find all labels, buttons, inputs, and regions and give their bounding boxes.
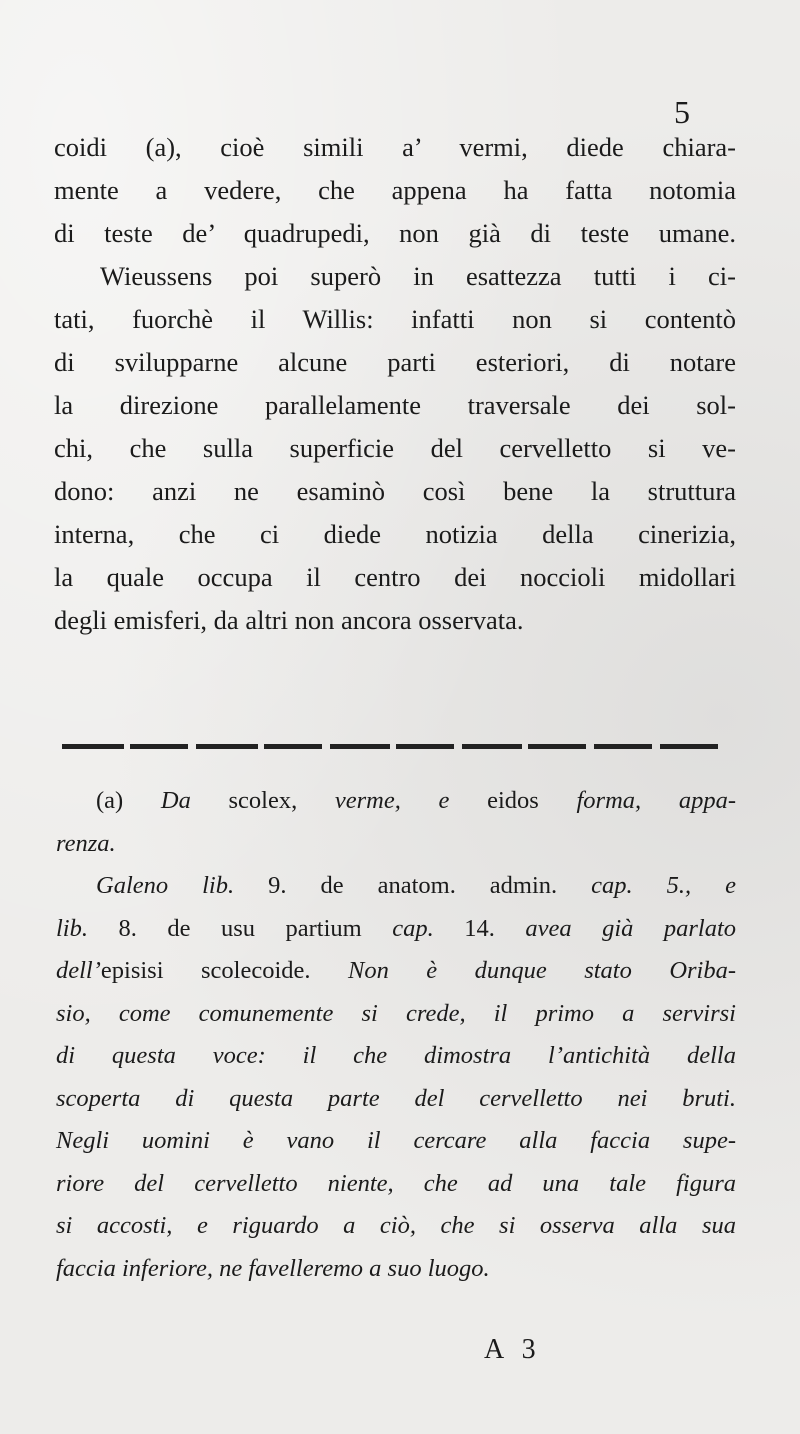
footnote-line: Negli uomini è vano il cercare alla faccia supe- xyxy=(56,1127,736,1154)
footnote-line: riore del cervelletto niente, che ad una tale figura xyxy=(56,1169,736,1197)
body-line: la direzione parallelamente traversale dei sol- xyxy=(54,390,736,420)
footnote-line: lib. 8. de usu partium cap. 14. avea già parlato xyxy=(56,914,737,942)
footnote-line: di questa voce: il che dimostra l’antichità della xyxy=(56,1042,736,1069)
separator-rule xyxy=(330,744,390,749)
separator-rule xyxy=(594,744,652,749)
footnote-line: si accosti, e riguardo a ciò, che si osserva alla sua xyxy=(56,1212,736,1239)
separator-rule xyxy=(264,744,322,749)
body-line: di teste de’ quadrupedi, non già di teste umane. xyxy=(54,218,736,248)
footnote-line: Galeno lib. 9. de anatom. admin. cap. 5., e xyxy=(96,872,737,899)
footnote-line: faccia inferiore, ne favelleremo a suo luogo. xyxy=(56,1254,490,1282)
body-line: di svilupparne alcune parti esteriori, di notare xyxy=(54,347,736,377)
footnote-mark: (a) xyxy=(96,787,124,814)
footnote-line: renza. xyxy=(56,829,116,857)
separator-rule xyxy=(62,744,124,749)
signature-mark: A 3 xyxy=(484,1334,542,1365)
body-line: Wieussens poi superò in esattezza tutti i ci- xyxy=(100,261,736,291)
body-line: coidi (a), cioè simili a’ vermi, diede chiara- xyxy=(54,132,736,162)
separator-rule xyxy=(196,744,258,749)
footnote-line: sio, come comunemente si crede, il primo a servirsi xyxy=(56,999,736,1027)
separator-rule xyxy=(660,744,718,749)
footnote-line: (a) Da scolex, verme, e eidos forma, appa- xyxy=(96,787,736,814)
page-number: 5 xyxy=(674,94,690,130)
body-line: chi, che sulla superficie del cervelletto si ve- xyxy=(54,433,736,463)
separator-rule xyxy=(130,744,188,749)
separator-rule xyxy=(528,744,586,749)
footnote-line: dell’episisi scolecoide. Non è dunque stato Oriba- xyxy=(56,957,737,984)
main-paragraph xyxy=(54,126,736,642)
body-line: la quale occupa il centro dei noccioli midollari xyxy=(54,562,736,592)
separator-rule xyxy=(396,744,454,749)
body-line: mente a vedere, che appena ha fatta notomia xyxy=(54,175,736,205)
body-line: tati, fuorchè il Willis: infatti non si contentò xyxy=(54,304,736,334)
footnote-line: scoperta di questa parte del cervelletto nei bruti. xyxy=(56,1084,736,1112)
body-line: interna, che ci diede notizia della cinerizia, xyxy=(54,519,736,549)
separator-rule xyxy=(462,744,522,749)
footnote xyxy=(56,780,737,1290)
body-line: dono: anzi ne esaminò così bene la struttura xyxy=(54,476,736,506)
body-line: degli emisferi, da altri non ancora osservata. xyxy=(54,605,524,635)
